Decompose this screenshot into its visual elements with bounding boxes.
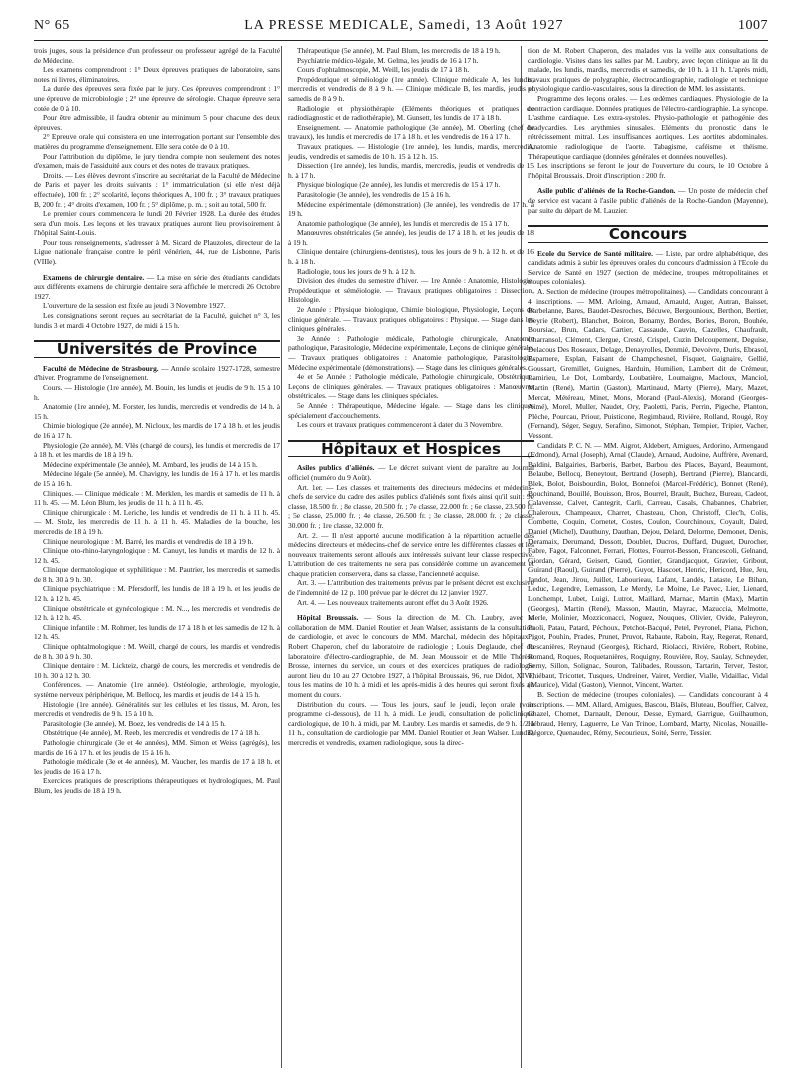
article-lead: — La mise en série des étudiants candidats aux différents examens de chirurgie dentaire sera affichée le mercredi 26 Octobre 1927. xyxy=(34,272,280,301)
paragraph: Clinique oto-rhino-laryngologique : M. Canuyt, les lundis et mardis de 12 h. à 12 h. 45. xyxy=(34,546,280,565)
paragraph: Cours d'ophtalmoscopie, M. Weill, les jeudis de 17 à 18 h. xyxy=(297,65,470,75)
paragraph: Programme des leçons orales. — Les œdèmes cardiaques. Physiologie de la contraction cardiaque. Données pratiques de l'électro-cardiographie. La syncope. L'asthme cardiaque. Les extra-systoles. Physio-pathologie et pathogénie des bradycardies. Les arythmies sinusales. Eléments du pronostic dans le rétrécissement mitral. Les insuffisances aortiques. Les aortites abdominales. Anatomie radiologique de l'aorte. Tabagisme, caféisme et théisme. Thérapeutique cardiaque (données générales et données nouvelles). xyxy=(528,93,768,161)
paragraph: Parasitologie (3e année), les vendredis de 15 à 16 h. xyxy=(297,189,451,199)
paragraph: Clinique dentaire : M. Lickteiz, chargé de cours, les mercredis et vendredis de 10 h. 30 à 12 h. 30. xyxy=(34,661,280,680)
paragraph: Pour être admissible, il faudra obtenir au minimum 5 pour chacune des deux épreuves. xyxy=(34,113,280,132)
paragraph: Clinique neurologique : M. Barré, les mardis et vendredis de 18 à 19 h. xyxy=(43,536,254,546)
section-title: Universités de Province xyxy=(34,340,280,358)
paragraph: Division des études du semestre d'hiver. — 1re Année : Anatomie, Histologie, Propédeutique et séméiologie. — Travaux pratiques obligatoires : Dissection, Histologie. xyxy=(288,276,534,305)
paragraph: Les cours et travaux pratiques commenceront à dater du 3 Novembre. xyxy=(297,420,503,430)
article-heading xyxy=(34,273,280,302)
paragraph: A. Section de médecine (troupes métropolitaines). — Candidats concourant à 4 inscriptions. — MM. Arloing, Arnaud, Arnauld, Auger, Autran, Baisset, Barbelanne, Bares, Baudet-Desroches, Bécuwe, Bergounioux, Berthon, Bertier, Beyrie (Robert), Blanchet, Boiron, Bonamy, Bordes, Bories, Boron, Bouhée, Boursiac, Brun, Cadars, Cartier, Cassaude, Cauvin, Cazelles, Chaufrault, Charransol, Clément, Clergue, Cresté, Crispel, Cuzin Delcoupement, Deguise, Delacous Des Roseaux, Delage, Denayrolles, Denmié, Devoivre, Duris, Ebrasol, Esparnere, Esplan, Faisant de Champchesnel, Fisquet, Gaignaire, Gellié, Goussart, Gremillet, Guignes, Harduin, Humilien, Lambert dit de Crémeur, Lamirieu, Le Dot, Lombardy, Loubatière, Loumaigne, Macloux, Manciol, Martin (René), Martin (Gaston), Martinaud, Marty (Pierre), Mary, Mazet, Mercat, Météreau, Minet, Mons, Morand (Paul-Alexis), Morand (Georges-Aimé), Morel, Muller, Naudet, Ory, Paoletti, Paris, Perrin, Pigeche, Planton, Plèche, Pourcau, Priour, Puisticone, Regimbaud, Rivière, Rolland, Rougé, Roy (Fernand), Séger, Seguy, Serafino, Simonot, Stéphan, Tempier, Tripier, Vacher, Vessont. xyxy=(528,287,768,440)
paragraph: Physiologie (2e année), M. Vlès (chargé de cours), les lundis et mercredis de 17 à 18 h. et les mardis de 18 à 19 h. xyxy=(34,440,280,460)
article-title: Ecole du Service de Santé militaire. xyxy=(537,248,654,258)
paragraph: Cours. — Histologie (1re année), M. Bouin, les lundis et jeudis de 9 h. 15 à 10 h. xyxy=(34,383,280,402)
paragraph: Pathologie médicale (3e et 4e années), M. Vaucher, les mardis de 17 à 18 h. et les jeudis de 16 à 17 h. xyxy=(34,757,280,776)
paragraph: Art. 2. — Il n'est apporté aucune modification à la répartition actuelle des médecins directeurs et médecins-chef de service entre les différentes classes et les nouveaux traitements seront alloués aux intéressés suivant leur classe respective. L'attribution de ces traitements ne sera pas considérée comme un avancement et chaque praticien conservera, dans sa classe, l'ancienneté acquise. xyxy=(288,530,534,578)
article-lead: — Liste, par ordre alphabétique, des candidats admis à subir les épreuves orales du concours d'admission à l'Ecole du Service de Santé en 1927 (section de médecine, troupes métropolitaines et troupes coloniales). xyxy=(528,248,768,287)
paragraph: Anatomie pathologique (3e année), les lundis et mercredis de 15 à 17 h. xyxy=(297,218,510,228)
paragraph: Distribution du cours. — Tous les jours, sauf le jeudi, leçon orale (voir programme ci-dessous), de 11 h. à midi. Le jeudi, consultation de policlinique cardiologique, de 10 h. à midi, par M. Laubry. Les mardis et samedis, de 9 h. 1/2 à 11 h., consultation de cardiologie par MM. Daniel Routier et Jean Walser. Lundis, mercredis et vendredis, examen radiologique, sous la direc- xyxy=(288,699,534,747)
section-title: Hôpitaux et Hospices xyxy=(288,440,534,458)
paragraph: Radiologie, tous les jours de 9 h. à 12 h. xyxy=(297,266,416,276)
paragraph: 4e et 5e Année : Pathologie médicale, Pathologie chirurgicale, Obstétrique, Leçons de cliniques générales. — Travaux pratiques obligatoires : Manœuvres obstétricales. — Stage dans les cliniques spéciales. xyxy=(288,372,534,401)
paragraph: Travaux pratiques. — Histologie (1re année), les lundis, mardis, mercredis, jeudis, vendredis et samedis de 10 h. 15 à 12 h. 15. xyxy=(288,141,534,161)
paragraph: Parasitologie (3e année), M. Boez, les vendredis de 14 à 15 h. xyxy=(43,718,226,728)
column-2 xyxy=(288,46,534,1068)
article-title: Asiles publics d'aliénés. xyxy=(297,463,375,473)
paragraph: Les inscriptions se feront le jour de l'ouverture du cours, le 10 Octobre à l'hôpital Broussais. Droit d'inscription : 200 fr. xyxy=(528,161,768,180)
paragraph: Chimie biologique (2e année), M. Nicloux, les mardis de 17 à 18 h. et les jeudis de 16 à 17 h. xyxy=(34,421,280,440)
page-number-left: N° 65 xyxy=(34,18,70,33)
page-number-right: 1007 xyxy=(737,18,768,33)
paragraph: 5e Année : Thérapeutique, Médecine légale. — Stage dans les cliniques spécialement d'accouchements. xyxy=(288,400,534,420)
paragraph: Physique biologique (2e année), les lundis et mercredis de 15 à 17 h. xyxy=(297,180,501,190)
paragraph: Clinique chirurgicale : M. Leriche, les lundis et vendredis de 11 h. à 11 h. 45. — M. Stolz, les mercredis de 11 h. à 11 h. 45. Maladies de la bouche, les mercredis de 18 à 19 h. xyxy=(34,507,280,536)
column-3 xyxy=(528,46,768,1068)
article-title: Faculté de Médecine de Strasbourg. xyxy=(43,363,159,373)
article-lead: — Le décret suivant vient de paraître au Journal officiel (numéro du 9 Août). xyxy=(288,463,534,482)
paragraph: Anatomie (1re année), M. Forster, les lundis, mercredis et vendredis de 14 h. à 15 h. xyxy=(34,402,280,421)
paragraph: L'ouverture de la session est fixée au jeudi 3 Novembre 1927. xyxy=(43,301,226,311)
paragraph: Pour tous renseignements, s'adresser à M. Sicard de Plauzoles, directeur de la Ligue nationale française contre le péril vénérien, 44, rue de Lisbonne, Paris (VIIIe). xyxy=(34,237,280,267)
paragraph: Enseignement. — Anatomie pathologique (3e année), M. Oberling (chef de travaux), les lundis et mercredis de 17 à 18 h. et les vendredis de 16 à 17 h. xyxy=(288,122,534,142)
paragraph: Médecine légale (5e année), M. Chavigny, les lundis de 16 à 17 h. et les mardis de 15 à 16 h. xyxy=(34,469,280,488)
paragraph: Droits. — Les élèves devront s'inscrire au secrétariat de la Faculté de Médecine de Paris et payer les droits suivants : 1° immatriculation (si elle n'est déjà effectuée), 100 fr. ; 2° scolarité, leçons théoriques A, 100 fr. ; 3° travaux pratiques B, 200 fr. ; 4° droits d'examen, 100 fr. ; 5° diplôme, p. m. ; soit au total, 500 fr. xyxy=(34,170,280,209)
paragraph: Psychiatrie médico-légale, M. Gelma, les jeudis de 16 à 17 h. xyxy=(297,55,479,65)
paragraph: Médecine expérimentale (3e année), M. Ambard, les jeudis de 14 à 15 h. xyxy=(43,459,258,469)
article-heading xyxy=(288,613,534,699)
article-lead: — Sous la direction de M. Ch. Laubry, avec la collaboration de MM. Daniel Routier et Jean Walser, assistants de la consultation de cardiologie, et avec le concours de MM. Marchal, médecin des hôpitaux ; Robert Chaperon, chef du laboratoire de radiologie ; Louis Deglaude, chef du laboratoire d'électro-cardiographie, de M. Jean Moussoir et de Mlle Thérèse Brosse, internes du service, un cours et des exercices pratiques de radiologie auront lieu du 10 au 27 Octobre 1927, à l'hôpital Broussais, 96, rue Didot, XIVe, tous les matins de 10 h. à midi et les après-midis à des heures qui seront fixés au moment du cours. xyxy=(288,613,534,699)
paragraph: Clinique obstétricale et gynécologique : M. N..., les mercredis et vendredis de 12 h. à 12 h. 45. xyxy=(34,603,280,623)
paragraph: Art. 4. — Les nouveaux traitements auront effet du 3 Août 1926. xyxy=(297,597,489,607)
paragraph: Clinique psychiatrique : M. Pfersdorff, les lundis de 18 à 19 h. et les jeudis de 12 h. à 12 h. 45. xyxy=(34,584,280,604)
paragraph: Histologie (1re année). Généralités sur les cellules et les tissus, M. Aron, les mercredis et vendredis de 9 h. 15 à 10 h. xyxy=(34,699,280,719)
paragraph: Pathologie chirurgicale (3e et 4e années), MM. Simon et Weiss (agrégés), les mardis de 16 à 17 h. et les jeudis de 15 à 16 h. xyxy=(34,737,280,757)
paragraph: Clinique infantile : M. Rohmer, les lundis de 17 à 18 h et les samedis de 12 h. à 12 h. 45. xyxy=(34,622,280,642)
paragraph: Art. 3. — L'attribution des traitements prévus par le présent décret est exclusive de l'indemnité de 12 p. 100 prévue par le décret du 12 janvier 1927. xyxy=(288,578,534,598)
paragraph: tion de M. Robert Chaperon, des malades vus la veille aux consultations de cardiologie. Visites dans les salles par M. Laubry, avec leçon clinique au lit du malade, les lundis, mardis, mercredis et samedis, de 10 h. à 11 h. L'après midi, travaux pratiques de polygraphie, électrocardiographie, radiologie et technique physiologique cardio-vasculaires, sous la direction de MM. les assistants. xyxy=(528,46,768,94)
paragraph: B. Section de médecine (troupes coloniales). — Candidats concourant à 4 inscriptions. — MM. Allard, Amigues, Bascou, Blaës, Bluteau, Bouffier, Calvez, Chazel, Chomet, Darnault, Denour, Desse, Eymard, Garrigue, Guilhaumon, Hébraud, Henry, Laguerre, Le Van Trinoe, Lombard, Marty, Nicolas, Nouaille-Dégorce, Quenaudec, Rémy, Secourieux, Soité, Serre, Tessier. xyxy=(528,690,768,738)
paragraph: 3e Année : Pathologie médicale, Pathologie chirurgicale, Anatomie pathologique, Parasitologie, Médecine expérimentale, Leçons de clinique générale. — Travaux pratiques obligatoires : Anatomie pathologique, Parasitologie, Médecine expérimentale (démonstrations). — Stage dans les cliniques générales. xyxy=(288,333,534,372)
paragraph: Les consignations seront reçues au secrétariat de la Faculté, guichet n° 3, les lundis 3 et mardi 4 Octobre 1927, de midi à 15 h. xyxy=(34,311,280,330)
paragraph: La durée des épreuves sera fixée par le jury. Ces épreuves comprendront : 1° une épreuve de microbiologie ; 2° une épreuve de sérologie. Chaque épreuve sera cotée de 0 à 10. xyxy=(34,84,280,113)
section-title: Concours xyxy=(528,225,768,243)
paragraph: Conférences. — Anatomie (1re année). Ostéologie, arthrologie, myologie, système nerveux périphérique, M. Bellocq, les mardis et jeudis de 14 à 15 h. xyxy=(34,680,280,699)
paragraph: Clinique dermatologique et syphilitique : M. Pautrier, les mercredis et samedis de 8 h. 30 à 9 h. 30. xyxy=(34,565,280,584)
paragraph: Candidats P. C. N. — MM. Aigrot, Aldebert, Amigues, Ardorino, Armengaud (Edmond), Arnal (Joseph), Arnal (Claude), Arnaud, Audoine, Auffrère, Avenard, Baldini, Balgairies, Barberis, Barbet, Barbou des Places, Bayard, Beaumont, Belaube, Bellocq, Beneytout, Bertrand (Joseph), Bertrand (Pierre), Blancardi, Blek, Bolot, Boisbourdin, Bolot, Bonnefoi (Marcel-Frédéric), Bonnet (René), Bouchinand, Bouillé, Bouisson, Bros, Bourrel, Brault, Buchez, Bureau, Cadeot, Calavensse, Calvet, Cantegrit, Carli, Carreau, Casals, Chabannes, Chabrier, Chaleroux, Champeaux, Charret, Chasteau, Chon, Christoff, Clec'h, Colis, Combette, Coquin, Cornetet, Costes, Coulon, Courchinoux, Coyault, Daird, Daniel (Michel), Dauthuny, Dauthan, Dejou, Delard, Delorme, Demonet, Denis, Deramaix, Derumand, Dessott, Doublet, Ducros, Duffard, Duguet, Durocher, Fabre, Fagot, Falconnet, Ferrari, Flottes, Fourrot-Besson, Francescoli, Gelnand, Giordan, Gérard, Geisert, Gaud, Gontier, Grandjacquot, Gravier, Gribout, Guirand (Raoul), Guirand (Pierre), Guyot, Hascoet, Henric, Hericord, Hue, Jeu, Jandot, Jean, Jirou, Juillet, Labourieau, Lafant, Landés, Lataste, Le Bihan, Leduc, Legendre, Lemasson, Le Merdy, Le Moine, Le Pavec, Lier, Lienard, Lonchempt, Lubet, Luigi, Lutrot, Maillard, Marnac, Martin (Max), Martin (Georges), Martin (René), Masson, Mautin, Mayrac, Mazuccia, Melmotte, Merle, Molinier, Mozziconacci, Noguez, Nouques, Olivier, Ovide, Paleyron, Paoli, Patau, Patard, Péchoux, Petchot-Bacqué, Petel, Peyronel, Piana, Pichon, Pigot, Pouhin, Prades, Prunet, Pruvot, Rabaute, Raboin, Ray, Regerat, Renard, Rescanières, Reynaud (Georges), Richard, Riolacci, Rivière, Robert, Robine, Romand, Roques, Roquetanières, Roquigny, Rouvière, Roy, Saulay, Schneyder, Serny, Sillon, Solignac, Souron, Talibades, Rousson, Tartarin, Terver, Testor, Thiébaut, Tricottet, Tusques, Undreiner, Vairet, Verdier, Vialle, Vidaillac, Vidal (Maurice), Vidal (Gaston), Viennot, Vincent, Warter. xyxy=(528,440,768,690)
paragraph: Clinique ophtalmologique : M. Weill, chargé de cours, les mardis et vendredis de 8 h. 30 à 9 h. 30. xyxy=(34,642,280,661)
paragraph: Pour l'attribution du diplôme, le jury tiendra compte non seulement des notes d'examen, mais de l'assiduité aux cours et des notes de travaux pratiques. xyxy=(34,151,280,171)
page-header xyxy=(34,18,768,41)
paragraph: trois juges, sous la présidence d'un professeur ou professeur agrégé de la Faculté de Médecine. xyxy=(34,46,280,65)
article-title: Examens de chirurgie dentaire. xyxy=(43,272,145,282)
paragraph: Manœuvres obstétricales (5e année), les jeudis de 17 à 18 h. et les jeudis de 18 à 19 h. xyxy=(288,228,534,247)
paragraph: Thérapeutique (5e année), M. Paul Blum, les mercredis de 18 à 19 h. xyxy=(297,46,501,55)
article-lead: — Un poste de médecin chef de service est vacant à l'asile public d'aliénés de la Roche-Gandon (Mayenne), par suite du départ de M. Lauzier. xyxy=(528,186,768,215)
article-title: Hôpital Broussais. xyxy=(297,613,359,623)
journal-title: LA PRESSE MEDICALE, Samedi, 13 Août 1927 xyxy=(244,18,564,33)
article-heading xyxy=(528,186,768,215)
paragraph: Radiologie et physiothérapie (Eléments théoriques et pratiques de radiodiagnostic et de radiothérapie), M. Gunsett, les lundis de 17 à 18 h. xyxy=(288,103,534,123)
article-heading xyxy=(34,364,280,383)
paragraph: Cliniques. — Clinique médicale : M. Merklen, les mardis et samedis de 11 h. à 11 h. 45. — M. Léon Blum, les jeudis de 11 h. à 11 h. 45. xyxy=(34,488,280,508)
paragraph: Clinique dentaire (chirurgiens-dentistes), tous les jours de 9 h. à 12 h. et de 16 h. à 18 h. xyxy=(288,247,534,267)
paragraph: 2e Année : Physique biologique, Chimie biologique, Physiologie, Leçons de clinique générale. — Travaux pratiques obligatoires : Physique. — Stage dans les cliniques générales. xyxy=(288,305,534,334)
article-heading xyxy=(288,463,534,482)
paragraph: Propédeutique et séméiologie (1re année). Clinique médicale A, les lundis, mercredis et vendredis de 8 à 9 h. — Clinique médicale B, les mardis, jeudis et samedis de 8 à 9 h. xyxy=(288,74,534,103)
article-title: Asile public d'aliénés de la Roche-Gandon. xyxy=(537,186,676,196)
column-1 xyxy=(34,46,280,1068)
paragraph: Médecine expérimentale (démonstration) (3e année), les vendredis de 17 h. à 19 h. xyxy=(288,199,534,219)
article-lead: — Année scolaire 1927-1728, semestre d'hiver. Programme de l'enseignement. xyxy=(34,363,280,383)
paragraph: Le premier cours commencera le lundi 20 Février 1928. La durée des études sera d'un mois. Les leçons et les travaux pratiques auront lieu provisoirement à l'hôpital Saint-Louis. xyxy=(34,209,280,238)
paragraph: Dissection (1re année), les lundis, mardis, mercredis, jeudis et vendredis de 15 h. à 17 h. xyxy=(288,161,534,180)
paragraph: Obstétrique (4e année), M. Reeb, les mercredis et vendredis de 17 à 18 h. xyxy=(43,728,260,738)
paragraph: Art. 1er. — Les classes et traitements des directeurs médecins et médecins-chefs de service du cadre des asiles publics d'aliénés sont fixés ainsi qu'il suit : 9e classe, 18.500 fr. ; 8e classe, 20.500 fr. ; 7e classe, 22.000 fr. ; 6e classe, 23.500 fr. ; 5e classe, 25.000 fr. ; 4e classe, 26.500 fr. ; 3e classe, 28.000 fr. ; 2e classe, 30.000 fr. ; 1re classe, 32.000 fr. xyxy=(288,482,534,530)
paragraph: Exercices pratiques de prescriptions thérapeutiques et hydrologiques, M. Paul Blum, les jeudis de 18 à 19 h. xyxy=(34,776,280,795)
paragraph: 2° Epreuve orale qui consistera en une interrogation portant sur l'ensemble des matières du programme d'enseignement. Elle sera cotée de 0 à 10. xyxy=(34,132,280,151)
paragraph: Les examens comprendront : 1° Deux épreuves pratiques de laboratoire, sans notes ni livres, éliminatoires. xyxy=(34,65,280,84)
column-divider xyxy=(281,46,282,1068)
article-heading xyxy=(528,249,768,287)
